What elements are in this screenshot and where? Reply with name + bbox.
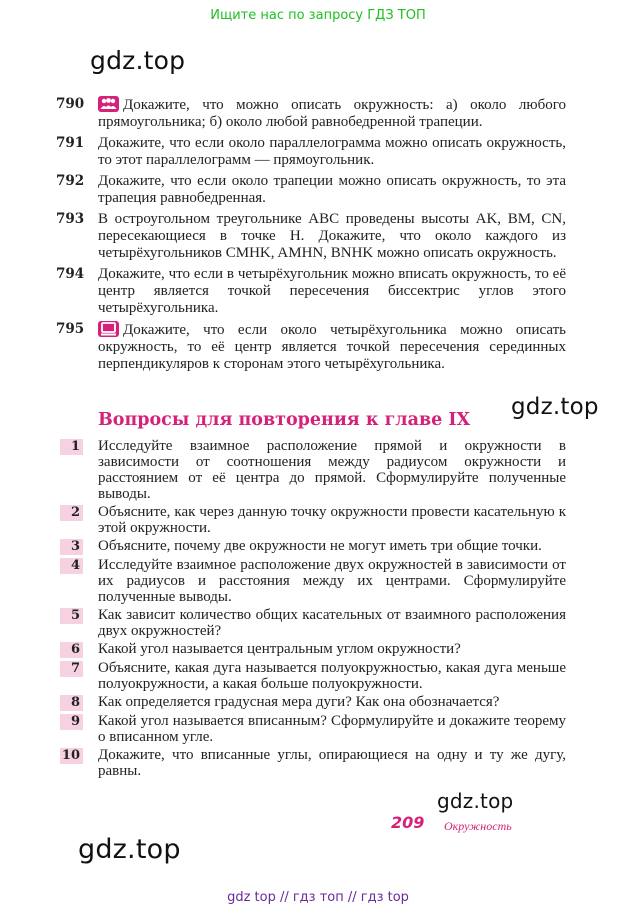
- problem-text: Докажите, что если около параллелограмма можно описать окружность, то этот параллелограмм — прямоугольник.: [98, 135, 566, 168]
- question-number: 7: [60, 661, 83, 677]
- question-item: [60, 713, 566, 745]
- chapter-title: Окружность: [444, 819, 512, 833]
- page-number: 209: [391, 813, 425, 832]
- group-icon: [98, 96, 119, 112]
- problem-item: [56, 135, 566, 169]
- problem-number: 793: [56, 211, 85, 227]
- problem-number: 792: [56, 173, 85, 189]
- question-item: [60, 438, 566, 502]
- problem-number: 791: [56, 135, 85, 151]
- question-number: 2: [60, 505, 83, 521]
- problem-text: Докажите, что если в четырёхугольник можно вписать окружность, то её центр является точкой пересечения биссектрис углов этого четырёхугольника.: [98, 266, 566, 316]
- computer-icon: [98, 321, 119, 337]
- question-item: [60, 660, 566, 692]
- question-item: [60, 557, 566, 605]
- question-number: 4: [60, 558, 83, 574]
- watermark: gdz.top: [90, 46, 186, 75]
- problem-item: [56, 173, 566, 207]
- problem-text: Докажите, что если около четырёхугольника можно описать окружность, то её центр является точкой пересечения серединных перпендикуляров к сторонам этого четырёхугольника.: [98, 322, 566, 372]
- question-list: [60, 438, 566, 781]
- question-number: 5: [60, 608, 83, 624]
- question-item: [60, 607, 566, 639]
- watermark: gdz.top: [511, 394, 599, 420]
- question-number: 10: [60, 748, 83, 764]
- watermark: gdz.top: [437, 789, 514, 813]
- question-text: Исследуйте взаимное расположение прямой и окружности в зависимости от соотношения между радиусом окружности и расстоянием от её центра до прямой. Сформулируйте полученные выводы.: [98, 438, 566, 502]
- problem-text: Докажите, что можно описать окружность: а) около любого прямоугольника; б) около любой равнобедренной трапеции.: [98, 97, 566, 130]
- question-item: [60, 641, 566, 658]
- problem-item: [56, 211, 566, 262]
- question-text: Какой угол называется центральным углом окружности?: [98, 641, 461, 657]
- question-number: 8: [60, 695, 83, 711]
- question-text: Какой угол называется вписанным? Сформулируйте и докажите теорему о вписанном угле.: [98, 713, 566, 745]
- question-number: 6: [60, 642, 83, 658]
- bottom-links[interactable]: gdz top // гдз топ // гдз top: [227, 890, 409, 905]
- problem-item: [56, 96, 566, 131]
- question-number: 3: [60, 539, 83, 555]
- section-title: Вопросы для повторения к главе IX: [98, 410, 471, 430]
- problem-number: 795: [56, 321, 85, 337]
- problem-number: 790: [56, 96, 85, 112]
- question-text: Как определяется градусная мера дуги? Как она обозначается?: [98, 694, 500, 710]
- question-text: Докажите, что вписанные углы, опирающиеся на одну и ту же дугу, равны.: [98, 747, 566, 779]
- problem-text: В остроугольном треугольнике ABC проведены высоты AK, BM, CN, пересекающиеся в точке H. Докажите, что около каждого из четырёхугольников CMHK, AMHN, BNHK можно описать окружность.: [98, 211, 566, 261]
- problem-text: Докажите, что если около трапеции можно описать окружность, то эта трапеция равнобедренная.: [98, 173, 566, 206]
- question-text: Объясните, как через данную точку окружности провести касательную к этой окружности.: [98, 504, 566, 536]
- question-item: [60, 504, 566, 536]
- question-text: Исследуйте взаимное расположение двух окружностей в зависимости от их радиусов и расстояния между их центрами. Сформулируйте полученные выводы.: [98, 557, 566, 605]
- question-text: Объясните, какая дуга называется полуокружностью, какая дуга меньше полуокружности, а какая больше полуокружности.: [98, 660, 566, 692]
- question-text: Как зависит количество общих касательных от взаимного расположения двух окружностей?: [98, 607, 566, 639]
- problem-item: [56, 266, 566, 317]
- question-number: 9: [60, 714, 83, 730]
- question-number: 1: [60, 439, 83, 455]
- top-banner[interactable]: Ищите нас по запросу ГДЗ ТОП: [210, 8, 426, 23]
- question-item: [60, 538, 566, 555]
- problem-list: [56, 96, 566, 377]
- watermark: gdz.top: [78, 834, 181, 865]
- problem-item: [56, 321, 566, 373]
- question-item: [60, 747, 566, 779]
- question-text: Объясните, почему две окружности не могут иметь три общие точки.: [98, 538, 542, 554]
- question-item: [60, 694, 566, 711]
- problem-number: 794: [56, 266, 85, 282]
